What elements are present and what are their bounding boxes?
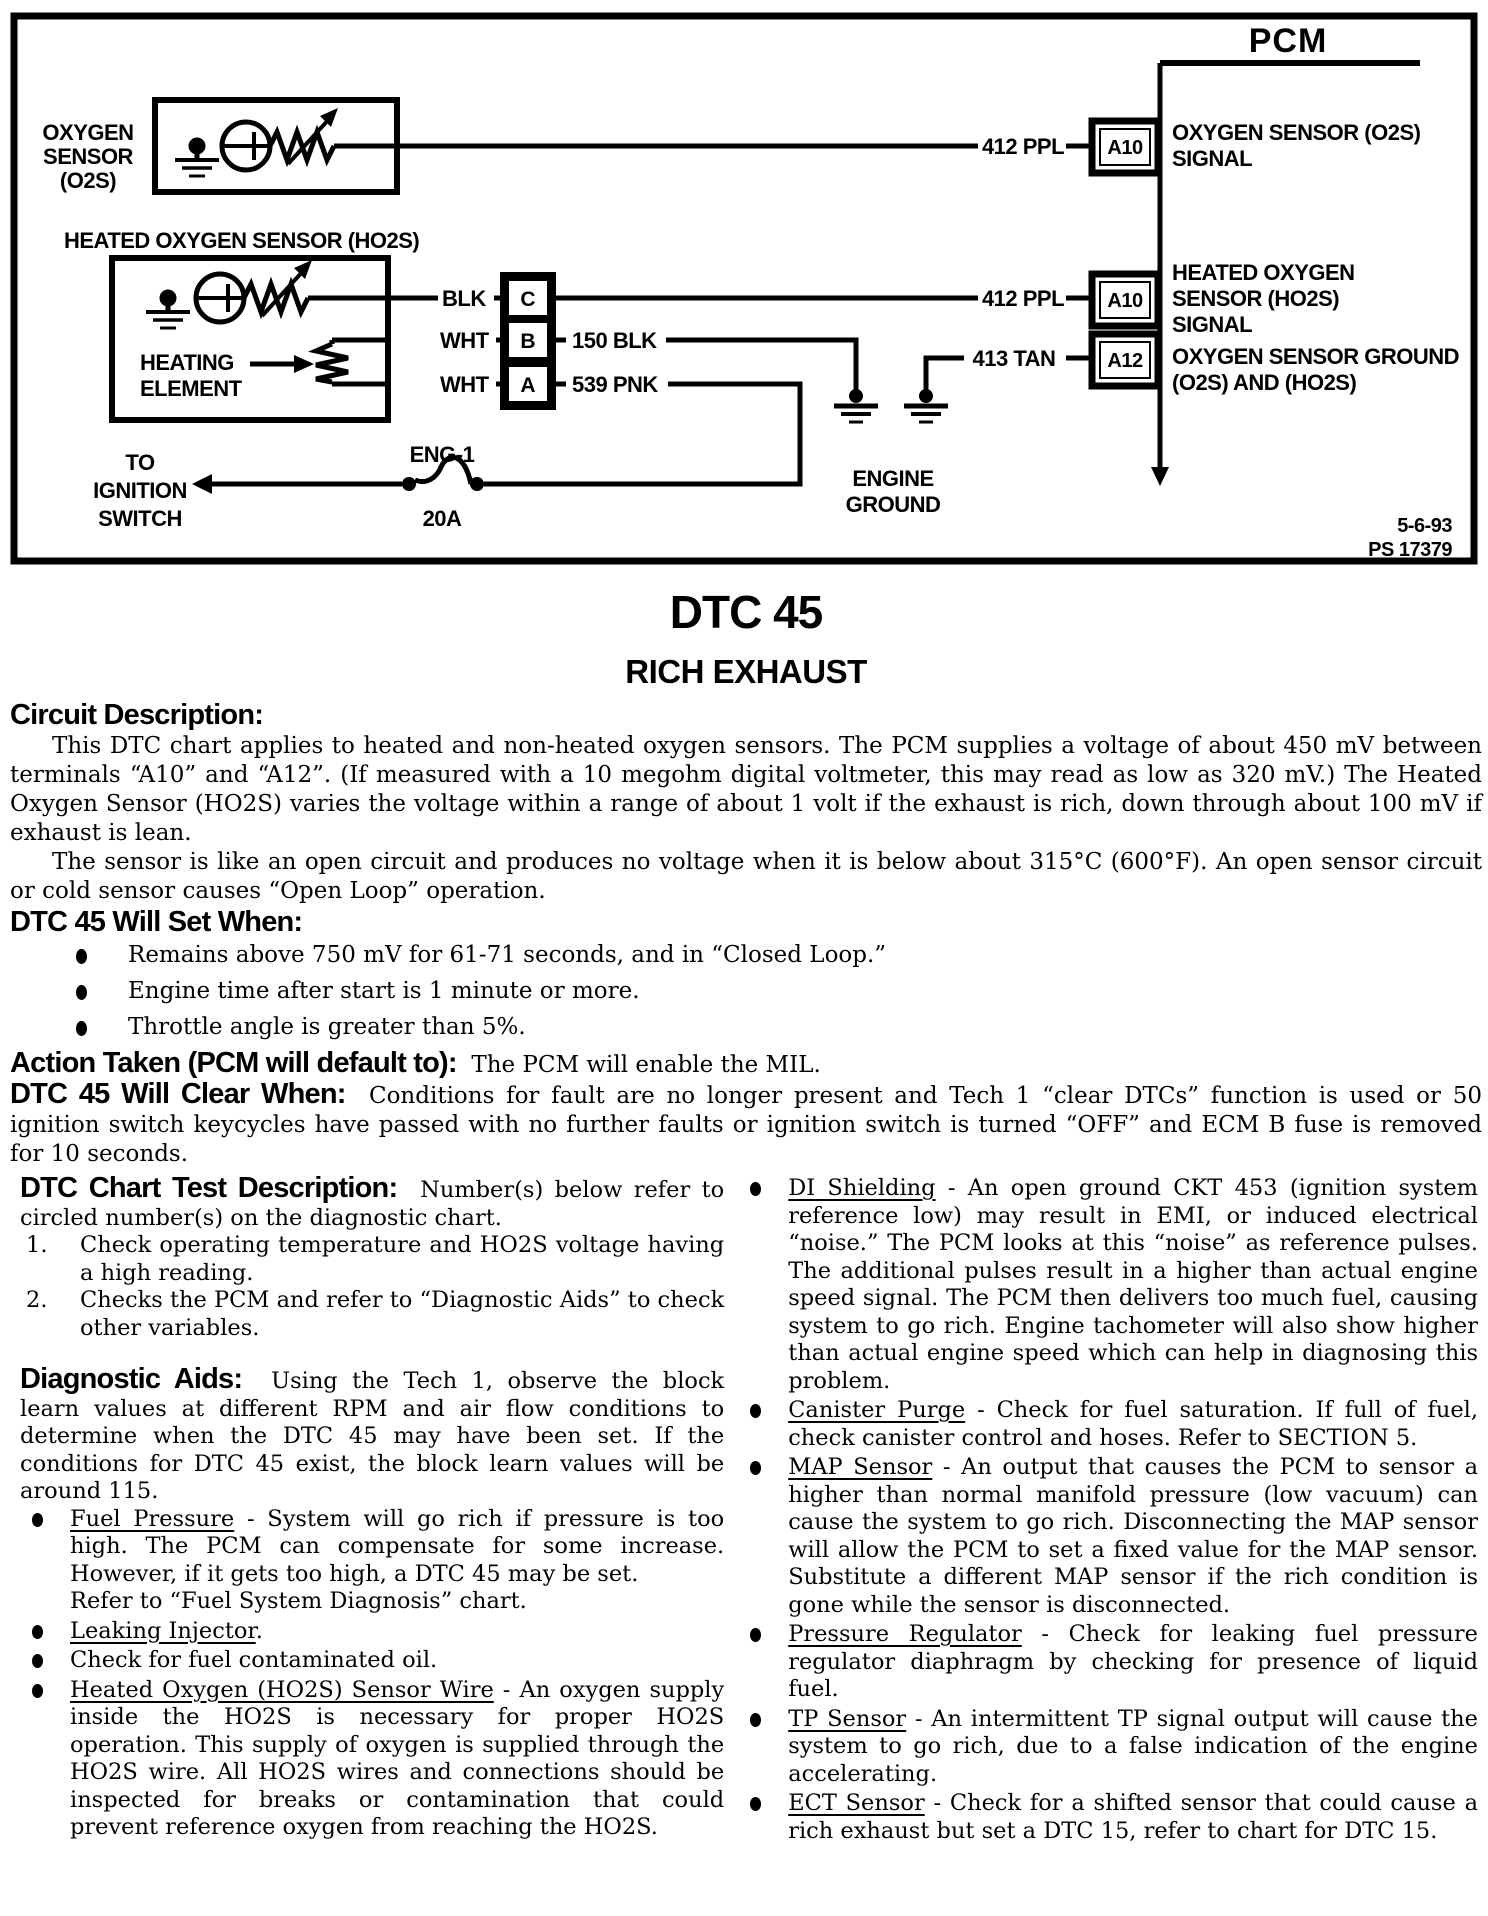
aid-canister-purge xyxy=(738,1397,1478,1452)
aid-text: . xyxy=(255,1617,263,1644)
aid-text: - An oxygen supply inside the HO2S is necessary for proper HO2S operation. This supply of oxygen is supplied through the HO2S wire. All HO2S wires and connections should be inspected for breaks or contamination that could prevent reference oxygen from reaching the HO2S. xyxy=(70,1676,725,1840)
wiring-diagram xyxy=(0,0,1488,575)
aid-term: Leaking Injector xyxy=(70,1617,256,1644)
pcm-ho2s-signal-line2: SENSOR (HO2S) xyxy=(1172,286,1340,311)
wire-label-wht-a: WHT xyxy=(440,372,489,397)
test-step-1 xyxy=(20,1232,724,1287)
aid-text: - Check for fuel saturation. If full of fuel, check canister control and hoses. Refer to SECTION 5. xyxy=(788,1397,1478,1451)
diagnostic-aids-heading: Diagnostic Aids: xyxy=(20,1363,243,1395)
wire-label-blk: BLK xyxy=(442,286,486,311)
test-description xyxy=(20,1172,725,1232)
aid-ect-sensor xyxy=(738,1790,1478,1845)
right-aids-list xyxy=(738,1175,1478,1845)
will-clear-text: Conditions for fault are no longer present and Tech 1 “clear DTCs” function is used or 50 ignition switch keycycles have passed with no further faults or ignition switch is turned “OFF” and ECM B fuse is removed for 10 seconds. xyxy=(10,1083,1482,1167)
o2s-label-line3: (O2S) xyxy=(59,168,117,193)
wire-label-wht-b: WHT xyxy=(440,328,489,353)
ho2s-label: HEATED OXYGEN SENSOR (HO2S) xyxy=(64,228,420,253)
o2s-label-line1: OXYGEN xyxy=(42,120,134,145)
diagnostic-aids-list xyxy=(20,1506,724,1842)
action-taken-heading: Action Taken (PCM will default to): xyxy=(10,1047,457,1079)
wire-label-539pnk: 539 PNK xyxy=(572,372,658,397)
aid-leaking-injector xyxy=(20,1618,724,1646)
circuit-description-heading: Circuit Description: xyxy=(10,699,264,731)
aid-contaminated-oil xyxy=(20,1647,724,1675)
aid-text: - Check for a shifted sensor that could cause a rich exhaust but set a DTC 15, refer to chart for DTC 15. xyxy=(788,1790,1478,1844)
aid-term: ECT Sensor xyxy=(788,1790,925,1816)
aid-text: - An output that causes the PCM to sensor a higher than normal manifold pressure (low vacuum) can cause the system to go rich. Disconnecting the MAP sensor will allow the PCM to set a fixed value for the MAP sensor. Substitute a different MAP sensor if the rich condition is gone while the sensor is disconnected. xyxy=(788,1454,1478,1618)
wire-label-412ppl-o2s: 412 PPL xyxy=(981,134,1065,159)
pcm-ho2s-signal-line1: HEATED OXYGEN xyxy=(1172,260,1355,285)
wiring-diagram-svg xyxy=(0,0,1488,575)
engine-ground-label-line1: ENGINE xyxy=(852,466,934,491)
test-step-2 xyxy=(20,1287,724,1342)
aid-term: TP Sensor xyxy=(788,1705,907,1732)
step-text: Check operating temperature and HO2S voltage having a high reading. xyxy=(80,1232,725,1286)
aid-text: - System will go rich if pressure is too high. The PCM can compensate for some increase. However, if it gets too high, a DTC 45 may be set. xyxy=(70,1505,725,1587)
step-number: 2. xyxy=(26,1287,48,1313)
two-column-section xyxy=(10,1172,1482,1847)
ignition-label-line2: IGNITION xyxy=(93,478,187,503)
aid-term: Canister Purge xyxy=(788,1397,966,1423)
aid-term: Heated Oxygen (HO2S) Sensor Wire xyxy=(70,1676,494,1703)
diagram-date: 5-6-93 xyxy=(1397,515,1452,537)
will-set-item: Remains above 750 mV for 61-71 seconds, and in “Closed Loop.” xyxy=(10,941,1482,970)
ignition-label-line1: TO xyxy=(125,450,155,475)
page-subtitle: RICH EXHAUST xyxy=(625,653,867,690)
ignition-label-line3: SWITCH xyxy=(98,506,182,531)
aid-term: MAP Sensor xyxy=(788,1454,933,1480)
step-text: Checks the PCM and refer to “Diagnostic Aids” to check other variables. xyxy=(80,1287,725,1341)
will-clear xyxy=(10,1080,1482,1169)
connector-letter-b: B xyxy=(520,330,536,353)
circuit-description-p1: This DTC chart applies to heated and non-heated oxygen sensors. The PCM supplies a voltage of about 450 mV between terminals “A10” and “A12”. (If measured with a 10 megohm digital voltmeter, this may read as low as 320 mV.) The Heated Oxygen Sensor (HO2S) varies the voltage within a range of about 1 volt if the exhaust is rich, down through about 100 mV if exhaust is lean. xyxy=(10,733,1482,846)
heating-element-arrow-icon xyxy=(294,355,314,373)
will-set-item: Throttle angle is greater than 5%. xyxy=(10,1013,1482,1042)
connector-letter-a: A xyxy=(520,374,536,397)
aid-map-sensor xyxy=(738,1454,1478,1619)
pcm-o2s-signal-line2: SIGNAL xyxy=(1172,146,1253,171)
page-title: DTC 45 xyxy=(669,586,823,638)
pin-a10-top: A10 xyxy=(1107,137,1143,159)
fuse-name: ENG-1 xyxy=(409,442,475,467)
pin-a10-mid: A10 xyxy=(1107,290,1143,312)
pcm-ground-line2: (O2S) AND (HO2S) xyxy=(1172,370,1357,395)
right-column xyxy=(738,1175,1482,1847)
aid-di-shielding xyxy=(738,1175,1478,1395)
aid-term: Fuel Pressure xyxy=(70,1505,235,1532)
aid-term: Pressure Regulator xyxy=(788,1621,1022,1647)
action-taken xyxy=(10,1049,1482,1080)
aid-text: - Check for leaking fuel pressure regulator diaphragm by checking for presence of liquid fuel. xyxy=(788,1621,1478,1702)
pcm-label: PCM xyxy=(1248,22,1328,60)
wire-label-150blk: 150 BLK xyxy=(572,328,657,353)
action-taken-text: The PCM will enable the MIL. xyxy=(471,1052,821,1078)
diagnostic-aids xyxy=(20,1363,725,1506)
aid-fuel-pressure xyxy=(20,1506,724,1616)
connector-letter-c: C xyxy=(520,288,536,311)
will-set-list xyxy=(10,941,1482,1042)
ground-wire-413tan xyxy=(926,358,964,392)
heating-element-label-line2: ELEMENT xyxy=(140,376,242,401)
pin-a12: A12 xyxy=(1107,350,1143,372)
circuit-description-p2: The sensor is like an open circuit and produces no voltage when it is below about 315°C (600°F). An open sensor circuit or cold sensor causes “Open Loop” operation. xyxy=(10,849,1482,904)
ground-symbol-left xyxy=(834,389,878,422)
test-description-heading: DTC Chart Test Description: xyxy=(20,1172,398,1204)
ground-symbol-right xyxy=(904,389,948,422)
pcm-ground-line1: OXYGEN SENSOR GROUND xyxy=(1172,344,1460,369)
aid-text: - An open ground CKT 453 (ignition system reference low) may result in EMI, or induced electrical “noise.” The PCM looks at this “noise” as reference pulses. The additional pulses result in a higher than actual engine speed signal. The PCM then delivers too much fuel, causing system to go rich. Engine tachometer will also show higher than actual engine speed which can help in diagnosing this problem. xyxy=(788,1175,1479,1394)
aid-term: DI Shielding xyxy=(788,1175,936,1201)
engine-ground-label-line2: GROUND xyxy=(845,492,941,517)
o2s-sensor-symbol xyxy=(155,100,397,192)
aid-text: Check for fuel contaminated oil. xyxy=(70,1647,438,1673)
heating-element-label-line1: HEATING xyxy=(140,350,234,375)
will-set-heading: DTC 45 Will Set When: xyxy=(10,906,303,938)
wire-label-413tan: 413 TAN xyxy=(972,346,1056,371)
step-number: 1. xyxy=(26,1232,48,1258)
aid-note: Refer to “Fuel System Diagnosis” chart. xyxy=(70,1588,527,1614)
fuse-rating: 20A xyxy=(422,506,462,531)
aid-ho2s-sensor-wire xyxy=(20,1677,724,1842)
test-description-intro: Number(s) below refer to circled number(s) on the diagnostic chart. xyxy=(20,1177,725,1231)
aid-pressure-regulator xyxy=(738,1621,1478,1704)
pcm-o2s-signal-line1: OXYGEN SENSOR (O2S) xyxy=(1172,120,1421,145)
ignition-arrow-icon xyxy=(192,474,212,494)
diagnostic-aids-intro: Using the Tech 1, observe the block learn values at different RPM and air flow conditions to determine when the DTC 45 may have been set. If the conditions for DTC 45 exist, the block learn values will be around 115. xyxy=(20,1368,725,1504)
o2s-label-line2: SENSOR xyxy=(43,144,133,169)
aid-text: - An intermittent TP signal output will cause the system to go rich, due to a false indication of the engine accelerating. xyxy=(788,1705,1478,1787)
pcm-edge-arrow-icon xyxy=(1151,467,1169,486)
left-column xyxy=(10,1172,738,1847)
diagram-plate-number: PS 17379 xyxy=(1368,539,1452,561)
wire-label-412ppl-ho2s: 412 PPL xyxy=(981,286,1065,311)
aid-tp-sensor xyxy=(738,1706,1478,1789)
will-set-item: Engine time after start is 1 minute or more. xyxy=(10,977,1482,1006)
will-clear-heading: DTC 45 Will Clear When: xyxy=(10,1078,346,1110)
pcm-ho2s-signal-line3: SIGNAL xyxy=(1172,312,1253,337)
test-steps xyxy=(20,1232,724,1342)
